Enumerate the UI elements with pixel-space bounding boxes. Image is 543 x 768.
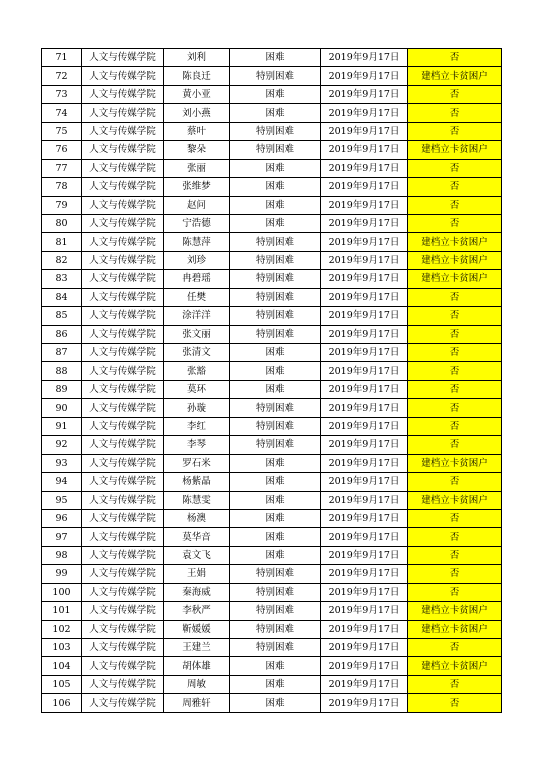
row-number-cell: 80: [42, 214, 82, 232]
date-cell: 2019年9月17日: [321, 214, 408, 232]
college-cell: 人文与传媒学院: [82, 565, 164, 583]
row-number-cell: 104: [42, 657, 82, 675]
college-cell: 人文与传媒学院: [82, 675, 164, 693]
poverty-status-cell: 否: [408, 85, 502, 103]
table-row: [42, 639, 502, 657]
college-cell: 人文与传媒学院: [82, 417, 164, 435]
hardship-level-cell: 特别困难: [230, 565, 321, 583]
date-cell: 2019年9月17日: [321, 436, 408, 454]
hardship-level-cell: 特别困难: [230, 417, 321, 435]
hardship-level-cell: 困难: [230, 178, 321, 196]
college-cell: 人文与传媒学院: [82, 178, 164, 196]
student-name-cell: 刘小燕: [164, 104, 230, 122]
row-number-cell: 72: [42, 67, 82, 85]
student-name-cell: 冉碧瑶: [164, 270, 230, 288]
student-name-cell: 张文丽: [164, 325, 230, 343]
student-aid-table: [41, 48, 502, 713]
date-cell: 2019年9月17日: [321, 325, 408, 343]
table-row: [42, 85, 502, 103]
hardship-level-cell: 困难: [230, 344, 321, 362]
table-row: [42, 344, 502, 362]
table-row: [42, 436, 502, 454]
student-name-cell: 王娟: [164, 565, 230, 583]
table-row: [42, 362, 502, 380]
table-row: [42, 141, 502, 159]
date-cell: 2019年9月17日: [321, 67, 408, 85]
poverty-status-cell: 否: [408, 122, 502, 140]
poverty-status-cell: 否: [408, 325, 502, 343]
poverty-status-cell: 否: [408, 639, 502, 657]
college-cell: 人文与传媒学院: [82, 380, 164, 398]
student-name-cell: 李秋严: [164, 602, 230, 620]
poverty-status-cell: 否: [408, 675, 502, 693]
hardship-level-cell: 困难: [230, 546, 321, 564]
student-name-cell: 刘珍: [164, 251, 230, 269]
table-row: [42, 214, 502, 232]
poverty-status-cell: 否: [408, 546, 502, 564]
hardship-level-cell: 困难: [230, 528, 321, 546]
hardship-level-cell: 特别困难: [230, 251, 321, 269]
hardship-level-cell: 困难: [230, 694, 321, 712]
student-name-cell: 靳媛媛: [164, 620, 230, 638]
date-cell: 2019年9月17日: [321, 509, 408, 527]
row-number-cell: 102: [42, 620, 82, 638]
table-row: [42, 657, 502, 675]
row-number-cell: 103: [42, 639, 82, 657]
poverty-status-cell: 建档立卡贫困户: [408, 620, 502, 638]
table-row: [42, 417, 502, 435]
row-number-cell: 100: [42, 583, 82, 601]
date-cell: 2019年9月17日: [321, 288, 408, 306]
student-name-cell: 宁浩德: [164, 214, 230, 232]
date-cell: 2019年9月17日: [321, 104, 408, 122]
table-row: [42, 270, 502, 288]
table-row: [42, 178, 502, 196]
hardship-level-cell: 特别困难: [230, 141, 321, 159]
college-cell: 人文与传媒学院: [82, 196, 164, 214]
hardship-level-cell: 特别困难: [230, 233, 321, 251]
date-cell: 2019年9月17日: [321, 49, 408, 67]
poverty-status-cell: 否: [408, 104, 502, 122]
student-name-cell: 袁文飞: [164, 546, 230, 564]
date-cell: 2019年9月17日: [321, 399, 408, 417]
table-row: [42, 159, 502, 177]
hardship-level-cell: 困难: [230, 196, 321, 214]
date-cell: 2019年9月17日: [321, 196, 408, 214]
table-row: [42, 546, 502, 564]
date-cell: 2019年9月17日: [321, 473, 408, 491]
poverty-status-cell: 否: [408, 214, 502, 232]
college-cell: 人文与传媒学院: [82, 214, 164, 232]
poverty-status-cell: 否: [408, 528, 502, 546]
hardship-level-cell: 特别困难: [230, 436, 321, 454]
poverty-status-cell: 建档立卡贫困户: [408, 454, 502, 472]
row-number-cell: 98: [42, 546, 82, 564]
row-number-cell: 85: [42, 307, 82, 325]
student-name-cell: 张清文: [164, 344, 230, 362]
poverty-status-cell: 否: [408, 380, 502, 398]
row-number-cell: 99: [42, 565, 82, 583]
college-cell: 人文与传媒学院: [82, 546, 164, 564]
row-number-cell: 77: [42, 159, 82, 177]
college-cell: 人文与传媒学院: [82, 307, 164, 325]
student-name-cell: 罗石米: [164, 454, 230, 472]
hardship-level-cell: 困难: [230, 380, 321, 398]
date-cell: 2019年9月17日: [321, 546, 408, 564]
hardship-level-cell: 特别困难: [230, 67, 321, 85]
student-name-cell: 周雅轩: [164, 694, 230, 712]
poverty-status-cell: 否: [408, 159, 502, 177]
college-cell: 人文与传媒学院: [82, 473, 164, 491]
table-row: [42, 565, 502, 583]
row-number-cell: 94: [42, 473, 82, 491]
college-cell: 人文与传媒学院: [82, 49, 164, 67]
hardship-level-cell: 困难: [230, 657, 321, 675]
date-cell: 2019年9月17日: [321, 344, 408, 362]
row-number-cell: 74: [42, 104, 82, 122]
row-number-cell: 76: [42, 141, 82, 159]
college-cell: 人文与传媒学院: [82, 325, 164, 343]
hardship-level-cell: 困难: [230, 675, 321, 693]
table-row: [42, 491, 502, 509]
college-cell: 人文与传媒学院: [82, 270, 164, 288]
student-name-cell: 黎朵: [164, 141, 230, 159]
date-cell: 2019年9月17日: [321, 251, 408, 269]
student-name-cell: 陈良迁: [164, 67, 230, 85]
student-name-cell: 黄小亚: [164, 85, 230, 103]
college-cell: 人文与传媒学院: [82, 602, 164, 620]
poverty-status-cell: 建档立卡贫困户: [408, 141, 502, 159]
row-number-cell: 101: [42, 602, 82, 620]
table-row: [42, 67, 502, 85]
college-cell: 人文与传媒学院: [82, 639, 164, 657]
poverty-status-cell: 否: [408, 344, 502, 362]
college-cell: 人文与传媒学院: [82, 233, 164, 251]
poverty-status-cell: 否: [408, 694, 502, 712]
poverty-status-cell: 否: [408, 583, 502, 601]
hardship-level-cell: 特别困难: [230, 122, 321, 140]
table-row: [42, 307, 502, 325]
table-row: [42, 509, 502, 527]
student-name-cell: 杨紫晶: [164, 473, 230, 491]
student-name-cell: 刘利: [164, 49, 230, 67]
row-number-cell: 93: [42, 454, 82, 472]
college-cell: 人文与传媒学院: [82, 694, 164, 712]
poverty-status-cell: 建档立卡贫困户: [408, 270, 502, 288]
row-number-cell: 96: [42, 509, 82, 527]
date-cell: 2019年9月17日: [321, 639, 408, 657]
table-row: [42, 694, 502, 712]
table-row: [42, 196, 502, 214]
row-number-cell: 84: [42, 288, 82, 306]
row-number-cell: 83: [42, 270, 82, 288]
row-number-cell: 81: [42, 233, 82, 251]
row-number-cell: 79: [42, 196, 82, 214]
date-cell: 2019年9月17日: [321, 657, 408, 675]
poverty-status-cell: 否: [408, 288, 502, 306]
date-cell: 2019年9月17日: [321, 602, 408, 620]
student-name-cell: 陈慧雯: [164, 491, 230, 509]
college-cell: 人文与传媒学院: [82, 344, 164, 362]
poverty-status-cell: 否: [408, 509, 502, 527]
student-name-cell: 王建兰: [164, 639, 230, 657]
date-cell: 2019年9月17日: [321, 122, 408, 140]
student-name-cell: 李红: [164, 417, 230, 435]
date-cell: 2019年9月17日: [321, 159, 408, 177]
student-name-cell: 涂洋洋: [164, 307, 230, 325]
hardship-level-cell: 特别困难: [230, 270, 321, 288]
college-cell: 人文与传媒学院: [82, 251, 164, 269]
poverty-status-cell: 否: [408, 362, 502, 380]
college-cell: 人文与传媒学院: [82, 454, 164, 472]
hardship-level-cell: 特别困难: [230, 639, 321, 657]
hardship-level-cell: 特别困难: [230, 620, 321, 638]
hardship-level-cell: 困难: [230, 85, 321, 103]
hardship-level-cell: 困难: [230, 491, 321, 509]
hardship-level-cell: 困难: [230, 473, 321, 491]
date-cell: 2019年9月17日: [321, 675, 408, 693]
hardship-level-cell: 困难: [230, 454, 321, 472]
student-name-cell: 张豁: [164, 362, 230, 380]
student-name-cell: 李琴: [164, 436, 230, 454]
poverty-status-cell: 建档立卡贫困户: [408, 67, 502, 85]
college-cell: 人文与传媒学院: [82, 491, 164, 509]
date-cell: 2019年9月17日: [321, 417, 408, 435]
hardship-level-cell: 困难: [230, 214, 321, 232]
table-row: [42, 454, 502, 472]
table-row: [42, 620, 502, 638]
student-name-cell: 任樊: [164, 288, 230, 306]
poverty-status-cell: 否: [408, 196, 502, 214]
hardship-level-cell: 特别困难: [230, 602, 321, 620]
row-number-cell: 92: [42, 436, 82, 454]
row-number-cell: 87: [42, 344, 82, 362]
student-name-cell: 孙璇: [164, 399, 230, 417]
row-number-cell: 82: [42, 251, 82, 269]
poverty-status-cell: 否: [408, 49, 502, 67]
college-cell: 人文与传媒学院: [82, 620, 164, 638]
row-number-cell: 73: [42, 85, 82, 103]
row-number-cell: 86: [42, 325, 82, 343]
poverty-status-cell: 否: [408, 307, 502, 325]
hardship-level-cell: 特别困难: [230, 307, 321, 325]
college-cell: 人文与传媒学院: [82, 159, 164, 177]
date-cell: 2019年9月17日: [321, 85, 408, 103]
student-name-cell: 莫环: [164, 380, 230, 398]
date-cell: 2019年9月17日: [321, 141, 408, 159]
college-cell: 人文与传媒学院: [82, 436, 164, 454]
poverty-status-cell: 否: [408, 473, 502, 491]
row-number-cell: 75: [42, 122, 82, 140]
table-row: [42, 583, 502, 601]
college-cell: 人文与传媒学院: [82, 528, 164, 546]
table-row: [42, 325, 502, 343]
college-cell: 人文与传媒学院: [82, 67, 164, 85]
date-cell: 2019年9月17日: [321, 528, 408, 546]
table-row: [42, 288, 502, 306]
date-cell: 2019年9月17日: [321, 178, 408, 196]
poverty-status-cell: 建档立卡贫困户: [408, 602, 502, 620]
poverty-status-cell: 建档立卡贫困户: [408, 657, 502, 675]
hardship-level-cell: 特别困难: [230, 399, 321, 417]
college-cell: 人文与传媒学院: [82, 509, 164, 527]
date-cell: 2019年9月17日: [321, 380, 408, 398]
poverty-status-cell: 否: [408, 436, 502, 454]
date-cell: 2019年9月17日: [321, 233, 408, 251]
table-row: [42, 473, 502, 491]
row-number-cell: 78: [42, 178, 82, 196]
hardship-level-cell: 特别困难: [230, 325, 321, 343]
table-row: [42, 528, 502, 546]
hardship-level-cell: 困难: [230, 104, 321, 122]
poverty-status-cell: 否: [408, 399, 502, 417]
table-row: [42, 380, 502, 398]
row-number-cell: 90: [42, 399, 82, 417]
date-cell: 2019年9月17日: [321, 362, 408, 380]
table-body: [42, 49, 502, 713]
row-number-cell: 91: [42, 417, 82, 435]
college-cell: 人文与传媒学院: [82, 399, 164, 417]
poverty-status-cell: 建档立卡贫困户: [408, 251, 502, 269]
hardship-level-cell: 困难: [230, 49, 321, 67]
college-cell: 人文与传媒学院: [82, 288, 164, 306]
hardship-level-cell: 特别困难: [230, 288, 321, 306]
student-name-cell: 张维梦: [164, 178, 230, 196]
table-row: [42, 602, 502, 620]
table-row: [42, 122, 502, 140]
row-number-cell: 106: [42, 694, 82, 712]
college-cell: 人文与传媒学院: [82, 85, 164, 103]
table-row: [42, 104, 502, 122]
hardship-level-cell: 困难: [230, 362, 321, 380]
date-cell: 2019年9月17日: [321, 307, 408, 325]
date-cell: 2019年9月17日: [321, 565, 408, 583]
date-cell: 2019年9月17日: [321, 620, 408, 638]
row-number-cell: 105: [42, 675, 82, 693]
poverty-status-cell: 建档立卡贫困户: [408, 491, 502, 509]
table-row: [42, 399, 502, 417]
student-name-cell: 赵问: [164, 196, 230, 214]
row-number-cell: 88: [42, 362, 82, 380]
table-row: [42, 251, 502, 269]
row-number-cell: 71: [42, 49, 82, 67]
student-name-cell: 陈慧萍: [164, 233, 230, 251]
student-name-cell: 杨澳: [164, 509, 230, 527]
table-row: [42, 49, 502, 67]
college-cell: 人文与传媒学院: [82, 122, 164, 140]
student-name-cell: 莫华音: [164, 528, 230, 546]
student-name-cell: 胡体雄: [164, 657, 230, 675]
poverty-status-cell: 否: [408, 417, 502, 435]
student-name-cell: 周敏: [164, 675, 230, 693]
college-cell: 人文与传媒学院: [82, 104, 164, 122]
date-cell: 2019年9月17日: [321, 694, 408, 712]
row-number-cell: 97: [42, 528, 82, 546]
college-cell: 人文与传媒学院: [82, 362, 164, 380]
hardship-level-cell: 困难: [230, 159, 321, 177]
table-row: [42, 675, 502, 693]
row-number-cell: 95: [42, 491, 82, 509]
college-cell: 人文与传媒学院: [82, 583, 164, 601]
hardship-level-cell: 特别困难: [230, 583, 321, 601]
college-cell: 人文与传媒学院: [82, 657, 164, 675]
row-number-cell: 89: [42, 380, 82, 398]
poverty-status-cell: 否: [408, 565, 502, 583]
table-row: [42, 233, 502, 251]
date-cell: 2019年9月17日: [321, 454, 408, 472]
poverty-status-cell: 否: [408, 178, 502, 196]
date-cell: 2019年9月17日: [321, 583, 408, 601]
hardship-level-cell: 困难: [230, 509, 321, 527]
student-name-cell: 秦海威: [164, 583, 230, 601]
college-cell: 人文与传媒学院: [82, 141, 164, 159]
student-name-cell: 张丽: [164, 159, 230, 177]
date-cell: 2019年9月17日: [321, 491, 408, 509]
date-cell: 2019年9月17日: [321, 270, 408, 288]
student-name-cell: 蔡叶: [164, 122, 230, 140]
poverty-status-cell: 建档立卡贫困户: [408, 233, 502, 251]
